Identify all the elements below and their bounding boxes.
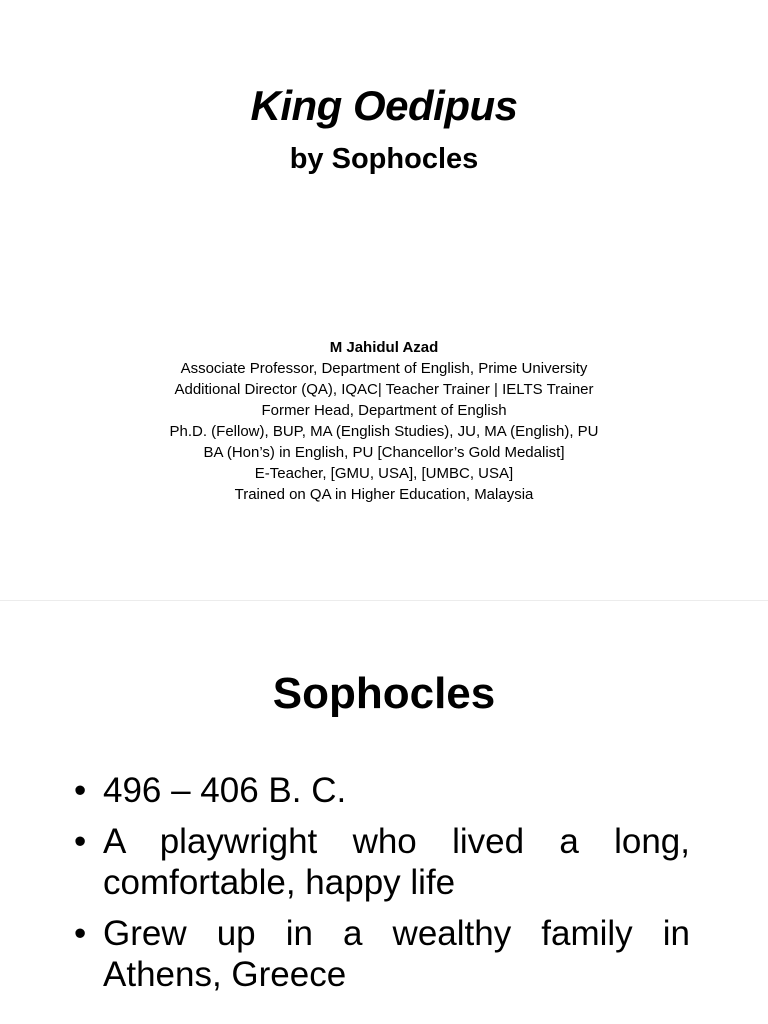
- author-credential: Ph.D. (Fellow), BUP, MA (English Studies), JU, MA (English), PU: [169, 423, 599, 440]
- bullet-text: A playwright who lived a long, comfortable, happy life: [103, 822, 690, 902]
- author-name: M Jahidul Azad: [329, 339, 439, 356]
- author-credential: Additional Director (QA), IQAC| Teacher Trainer | IELTS Trainer: [174, 381, 594, 398]
- author-credential: Former Head, Department of English: [261, 402, 507, 419]
- bullet-text: 496 – 406 B. C.: [103, 771, 347, 810]
- list-item: [74, 913, 690, 995]
- bullet-icon: •: [74, 822, 87, 861]
- slide-title: King Oedipus: [250, 82, 518, 129]
- list-item: [74, 821, 690, 903]
- author-credential: Associate Professor, Department of English, Prime University: [180, 360, 588, 377]
- bullet-text: Grew up in a wealthy family in Athens, Greece: [103, 914, 690, 994]
- bullet-icon: •: [74, 914, 87, 953]
- author-block: [0, 337, 768, 505]
- author-credential: BA (Hon’s) in English, PU [Chancellor’s Gold Medalist]: [203, 444, 565, 461]
- slide-subtitle: by Sophocles: [289, 143, 479, 175]
- bullet-icon: •: [74, 771, 87, 810]
- author-credential: Trained on QA in Higher Education, Malaysia: [234, 486, 534, 503]
- list-item: [74, 770, 690, 811]
- bullet-list: [74, 770, 690, 1005]
- author-credential: E-Teacher, [GMU, USA], [UMBC, USA]: [254, 465, 514, 482]
- content-heading: Sophocles: [272, 669, 496, 718]
